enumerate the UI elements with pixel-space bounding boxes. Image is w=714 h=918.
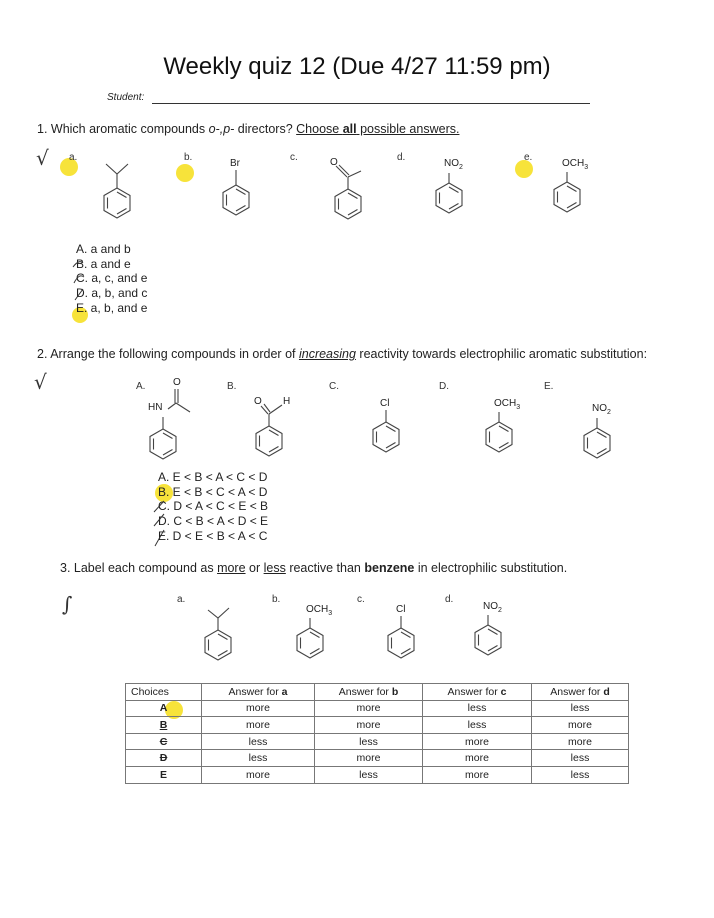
- molecule-nitrobenzene: [434, 173, 474, 223]
- table-row[interactable]: [126, 733, 629, 750]
- q2-italic: increasing: [298, 347, 356, 361]
- q3-c-cl: Cl: [396, 604, 406, 615]
- q2-option-e: E.: [544, 381, 554, 392]
- q1-och3-main: OCH: [562, 158, 585, 169]
- q3-option-d: d.: [445, 594, 454, 605]
- table-cell: less: [532, 766, 629, 783]
- molecule-chlorobenzene: [371, 410, 411, 462]
- table-cell: more: [202, 717, 315, 734]
- q1-answer-d[interactable]: D. a, b, and c: [76, 286, 148, 301]
- table-header-a: [202, 684, 315, 701]
- table-row[interactable]: [126, 766, 629, 783]
- q1-answer-b[interactable]: B. a and e: [76, 256, 131, 271]
- molecule-bromobenzene: [221, 170, 261, 230]
- table-header-choices: [126, 684, 202, 701]
- q2-a-o: O: [173, 377, 181, 388]
- table-cell: more: [423, 766, 532, 783]
- question-3-text: [60, 561, 567, 575]
- header-d-label: Answer for: [550, 685, 604, 698]
- check-mark-q1: √: [36, 146, 49, 170]
- q3-b-och3: [306, 604, 332, 617]
- q3-mid: reactive than: [285, 561, 365, 575]
- q1-label-no2: [444, 158, 463, 171]
- table-cell: more: [532, 733, 629, 750]
- q2-answer-d[interactable]: D. C < B < A < D < E: [158, 514, 269, 529]
- table-header-d: [532, 684, 629, 701]
- q1-label-br: Br: [230, 158, 240, 169]
- q1-no2-main: NO: [444, 158, 459, 169]
- header-a-label: Answer for: [228, 685, 282, 698]
- q2-answer-c[interactable]: C. D < A < C < E < B: [158, 499, 269, 514]
- q2-option-a: A.: [136, 381, 146, 392]
- table-cell: more: [532, 717, 629, 734]
- header-c-bold: c: [500, 685, 507, 698]
- q1-strike-marks: [70, 255, 95, 315]
- check-mark-q2: √: [34, 370, 47, 394]
- q1-option-a: a.: [69, 152, 78, 163]
- student-label: Student:: [107, 92, 145, 103]
- q2-e-no2: [592, 403, 611, 416]
- q1-option-c: c.: [290, 152, 298, 163]
- q1-bold: all: [342, 122, 357, 136]
- q3-option-a: a.: [177, 594, 186, 605]
- q2-answer-b[interactable]: B. E < B < C < A < D: [158, 484, 268, 499]
- q2-strike-marks: [150, 498, 175, 550]
- q1-underline-b: possible answers.: [356, 122, 460, 136]
- q2-och3-main: OCH: [494, 398, 517, 409]
- table-cell: less: [532, 700, 629, 717]
- q3-choices-table: [125, 683, 629, 784]
- table-cell: less: [532, 750, 629, 767]
- table-cell: more: [315, 750, 423, 767]
- q2-answer-e[interactable]: E. D < E < B < A < C: [158, 528, 268, 543]
- molecule-benzaldehyde: [254, 400, 299, 465]
- q1-answer-a[interactable]: A. a and b: [76, 242, 131, 256]
- table-header-b: [315, 684, 423, 701]
- molecule-nitrobenzene-2: [582, 418, 622, 470]
- q1-italic: o-,p-: [208, 122, 235, 136]
- choice-cell[interactable]: E: [126, 766, 202, 783]
- question-2-text: [37, 347, 647, 361]
- check-mark-q3: ∫: [62, 592, 73, 616]
- table-cell: less: [315, 733, 423, 750]
- choice-cell[interactable]: D: [126, 750, 202, 767]
- q2-no2-sub: 2: [607, 409, 611, 416]
- molecule-isopropylbenzene-2: [203, 600, 243, 670]
- table-cell: more: [423, 733, 532, 750]
- table-cell: more: [315, 717, 423, 734]
- q3-option-b: b.: [272, 594, 281, 605]
- table-cell: more: [202, 700, 315, 717]
- q3-no2-sub: 2: [498, 607, 502, 614]
- header-d-bold: d: [603, 685, 610, 698]
- choice-cell[interactable]: A: [126, 700, 202, 717]
- table-cell: less: [423, 717, 532, 734]
- q2-och3-sub: 3: [516, 404, 521, 411]
- q2-no2-main: NO: [592, 403, 607, 414]
- molecule-anisole: [552, 172, 592, 222]
- table-header-c: [423, 684, 532, 701]
- molecule-acetanilide: [148, 385, 198, 465]
- q2-option-d: D.: [439, 381, 449, 392]
- q1-answer-e[interactable]: E. a, b, and e: [76, 300, 148, 315]
- header-a-bold: a: [281, 685, 288, 698]
- q3-d-no2: [483, 601, 502, 614]
- table-row[interactable]: [126, 700, 629, 717]
- q3-no2-main: NO: [483, 601, 498, 612]
- header-b-bold: b: [391, 685, 399, 698]
- molecule-chlorobenzene-2: [386, 616, 426, 668]
- table-row[interactable]: [126, 717, 629, 734]
- molecule-isopropylbenzene: [100, 152, 140, 222]
- header-c-label: Answer for: [447, 685, 501, 698]
- q2-answer-a[interactable]: A. E < B < A < C < D: [158, 470, 268, 484]
- student-name-line[interactable]: [152, 103, 590, 104]
- q2-b-o: O: [254, 396, 262, 407]
- molecule-anisole-3: [295, 618, 335, 670]
- table-cell: less: [423, 700, 532, 717]
- table-cell: more: [423, 750, 532, 767]
- q1-label-o: O: [330, 157, 338, 168]
- q3-suffix: in electrophilic substitution.: [414, 561, 568, 575]
- table-row[interactable]: [126, 750, 629, 767]
- q1-mid: directors?: [234, 122, 297, 136]
- question-1-text: [37, 122, 459, 136]
- q1-underline-a: Choose: [296, 122, 343, 136]
- q3-prefix: 3. Label each compound as: [60, 561, 218, 575]
- q1-no2-sub: 2: [459, 164, 463, 171]
- q3-och3-sub: 3: [328, 610, 333, 617]
- molecule-acetophenone: [331, 163, 376, 228]
- table-header-row: [126, 684, 629, 701]
- q2-b-h: H: [283, 396, 291, 407]
- q1-option-b: b.: [184, 152, 193, 163]
- table-cell: more: [315, 700, 423, 717]
- q3-or: or: [245, 561, 264, 575]
- q2-d-och3: [494, 398, 520, 411]
- choice-cell[interactable]: C: [126, 733, 202, 750]
- table-cell: less: [202, 750, 315, 767]
- q3-less: less: [263, 561, 286, 575]
- choice-cell[interactable]: B: [126, 717, 202, 734]
- page-title: Weekly quiz 12 (Due 4/27 11:59 pm): [163, 53, 551, 80]
- q1-prefix: 1. Which aromatic compounds: [37, 122, 209, 136]
- table-cell: more: [202, 766, 315, 783]
- q1-answer-c[interactable]: C. a, c, and e: [76, 271, 148, 286]
- q2-suffix: reactivity towards electrophilic aromatic substitution:: [355, 347, 648, 361]
- header-choices-label: Choices: [131, 685, 169, 698]
- table-cell: less: [202, 733, 315, 750]
- q3-option-c: c.: [357, 594, 365, 605]
- q1-och3-sub: 3: [584, 164, 589, 171]
- q2-option-b: B.: [227, 381, 237, 392]
- highlight-b: [176, 164, 194, 182]
- molecule-nitrobenzene-3: [473, 615, 513, 667]
- q2-prefix: 2. Arrange the following compounds in order of: [37, 347, 299, 361]
- q2-c-cl: Cl: [380, 398, 390, 409]
- q1-label-och3: [562, 158, 588, 171]
- q2-option-c: C.: [329, 381, 339, 392]
- table-cell: less: [315, 766, 423, 783]
- q3-bold: benzene: [364, 561, 415, 575]
- q1-option-e: e.: [524, 152, 533, 163]
- q1-option-d: d.: [397, 152, 406, 163]
- q3-och3-main: OCH: [306, 604, 329, 615]
- header-b-label: Answer for: [338, 685, 392, 698]
- molecule-anisole-2: [484, 412, 524, 464]
- q2-a-hn: HN: [148, 402, 163, 413]
- q3-more: more: [217, 561, 246, 575]
